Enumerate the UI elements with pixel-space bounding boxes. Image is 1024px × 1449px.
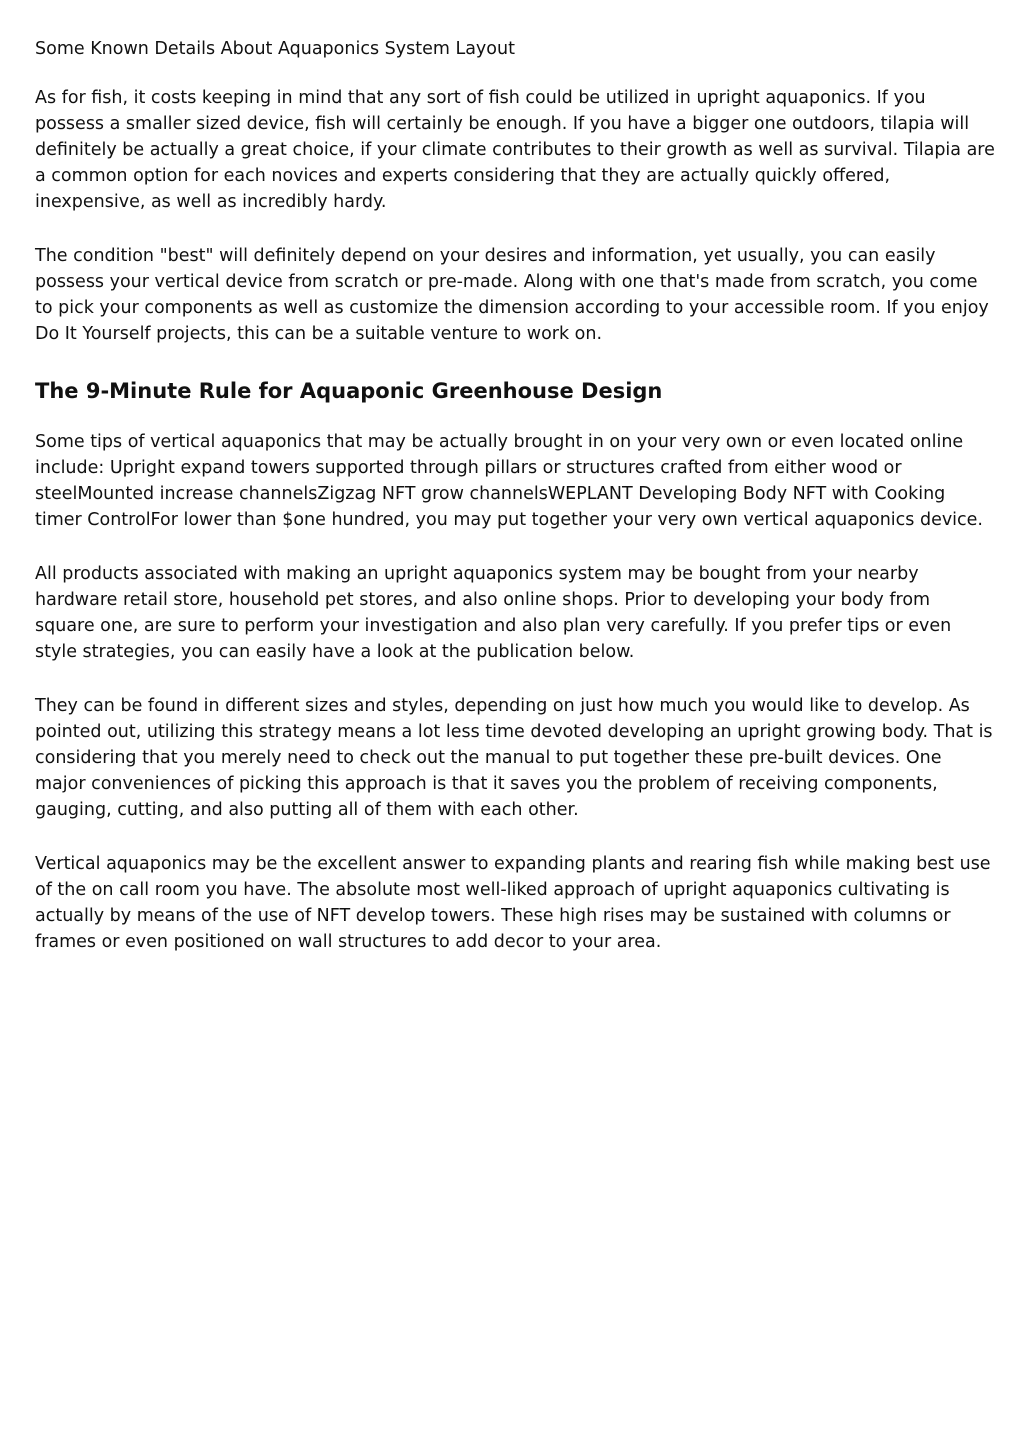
paragraph-best-condition: The condition "best" will definitely depend on your desires and information, yet usually, you can easily possess your vertical device from scratch or pre-made. Along with one that's made from scratch, you come to pick your components as well as customize the dimension according to your accessible room. If you enjoy Do It Yourself projects, this can be a suitable venture to work on. — [35, 246, 989, 344]
paragraph-products: All products associated with making an upright aquaponics system may be bought from your nearby hardware retail store, household pet stores, and also online shops. Prior to developing your body from square one, are sure to perform your investigation and also plan very carefully. If you prefer tips or even style strategies, you can easily have a look at the publication below. — [35, 564, 952, 662]
paragraph-tips: Some tips of vertical aquaponics that may be actually brought in on your very own or even located online include: Upright expand towers supported through pillars or structures crafted from either wood or steelMounted increase channelsZigzag NFT grow channelsWEPLANT Developing Body NFT with Cooking timer ControlFor lower than $one hundred, you may put together your very own vertical aquaponics device. — [35, 432, 983, 530]
document-page — [35, 36, 995, 983]
paragraph-sizes: They can be found in different sizes and styles, depending on just how much you would like to develop. As pointed out, utilizing this strategy means a lot less time devoted developing an upright growing body. That is considering that you merely need to check out the manual to put together these pre-built devices. One major conveniences of picking this approach is that it saves you the problem of receiving components, gauging, cutting, and also putting all of them with each other. — [35, 696, 993, 820]
document-title: Some Known Details About Aquaponics System Layout — [35, 39, 515, 59]
paragraph-vertical: Vertical aquaponics may be the excellent answer to expanding plants and rearing fish while making best use of the on call room you have. The absolute most well-liked approach of upright aquaponics cultivating is actually by means of the use of NFT develop towers. These high rises may be sustained with columns or frames or even positioned on wall structures to add decor to your area. — [35, 854, 991, 952]
paragraph-fish: As for fish, it costs keeping in mind that any sort of fish could be utilized in upright aquaponics. If you possess a smaller sized device, fish will certainly be enough. If you have a bigger one outdoors, tilapia will definitely be actually a great choice, if your climate contributes to their growth as well as survival. Tilapia are a common option for each novices and experts considering that they are actually quickly offered, inexpensive, as well as incredibly hardy. — [35, 88, 995, 212]
section-heading: The 9-Minute Rule for Aquaponic Greenhouse Design — [35, 379, 663, 403]
